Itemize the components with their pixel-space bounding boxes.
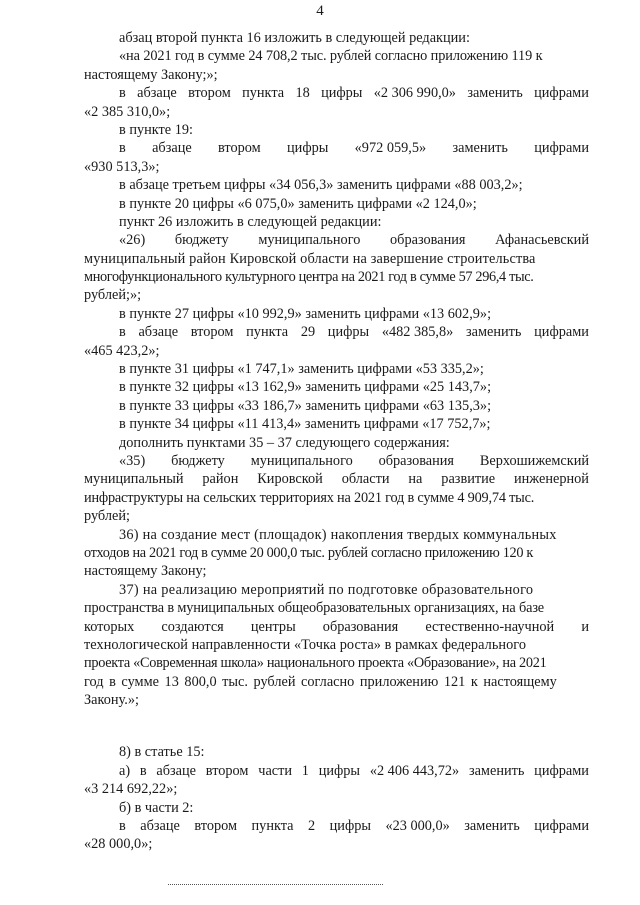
word: заменить bbox=[464, 818, 520, 835]
word: Кировской bbox=[257, 471, 323, 488]
text-line bbox=[84, 452, 589, 470]
word: «35) bbox=[119, 452, 146, 469]
word: втором bbox=[218, 140, 261, 157]
text-line: в пункте 34 цифры «11 413,4» заменить цифрами «17 752,7»; bbox=[119, 416, 491, 433]
text-line: в абзаце третьем цифры «34 056,3» заменить цифрами «88 003,2»; bbox=[119, 177, 523, 194]
text-line: 8) в статье 15: bbox=[119, 744, 205, 761]
word: цифры bbox=[329, 818, 371, 835]
word: «482 385,8» bbox=[381, 324, 454, 341]
word: пункта bbox=[251, 818, 294, 835]
text-line: пространства в муниципальных общеобразовательных организациях, на базе bbox=[84, 600, 545, 617]
word: цифры bbox=[287, 140, 329, 157]
text-line: в пункте 19: bbox=[119, 121, 193, 138]
text-line: дополнить пунктами 35 – 37 следующего содержания: bbox=[119, 434, 450, 451]
word: а) bbox=[119, 762, 131, 779]
word: образования bbox=[390, 232, 466, 249]
text-line bbox=[84, 470, 589, 488]
document-body bbox=[84, 29, 589, 854]
word: цифры bbox=[318, 762, 361, 779]
word: на bbox=[408, 471, 423, 488]
word: абзаце bbox=[152, 140, 192, 157]
word: втором bbox=[190, 324, 234, 341]
text-line: в пункте 27 цифры «10 992,9» заменить цифрами «13 602,9»; bbox=[119, 305, 492, 322]
word: которых bbox=[84, 618, 135, 635]
word: и bbox=[581, 618, 589, 635]
text-line: проекта «Современная школа» национального проекта «Образование», на 2021 bbox=[84, 655, 547, 672]
word: инженерной bbox=[514, 471, 589, 488]
text-line: пункт 26 изложить в следующей редакции: bbox=[119, 213, 382, 230]
text-line: муниципальный район Кировской области на завершение строительства bbox=[84, 250, 536, 267]
word: в bbox=[119, 818, 126, 835]
paragraph-gap bbox=[84, 709, 589, 743]
text-line: технологической направленности «Точка роста» в рамках федерального bbox=[84, 636, 527, 653]
word: «2 406 443,72» bbox=[369, 762, 460, 779]
text-line bbox=[84, 323, 589, 341]
page-number: 4 bbox=[316, 3, 324, 19]
text-line: настоящему Закону;»; bbox=[84, 66, 218, 83]
text-line: б) в части 2: bbox=[119, 799, 194, 816]
word: части bbox=[258, 762, 293, 779]
word: абзаце bbox=[138, 324, 179, 341]
text-line: «465 423,2»; bbox=[84, 342, 160, 359]
word: муниципального bbox=[250, 452, 353, 469]
word: цифрами bbox=[534, 818, 589, 835]
word: заменить bbox=[465, 324, 522, 341]
text-line: в пункте 33 цифры «33 186,7» заменить цифрами «63 135,3»; bbox=[119, 397, 492, 414]
word: области bbox=[341, 471, 390, 488]
text-line: «3 214 692,22»; bbox=[84, 781, 178, 798]
word: цифрами bbox=[534, 762, 589, 779]
word: «23 000,0» bbox=[385, 818, 450, 835]
text-line: отходов на 2021 год в сумме 20 000,0 тыс. рублей согласно приложению 120 к bbox=[84, 544, 533, 561]
word: в bbox=[139, 762, 147, 779]
text-line: в пункте 20 цифры «6 075,0» заменить цифрами «2 124,0»; bbox=[119, 195, 477, 212]
word: бюджету bbox=[174, 232, 229, 249]
text-line: «на 2021 год в сумме 24 708,2 тыс. рублей согласно приложению 119 к bbox=[119, 48, 543, 65]
word: развитие bbox=[441, 471, 496, 488]
word: абзаце bbox=[137, 85, 177, 102]
word: «26) bbox=[119, 232, 146, 249]
word: в bbox=[119, 324, 126, 341]
text-line: Закону.»; bbox=[84, 692, 139, 709]
text-line: год в сумме 13 800,0 тыс. рублей согласно приложению 121 к настоящему bbox=[84, 673, 557, 690]
word: в bbox=[119, 85, 126, 102]
text-line: инфраструктуры на сельских территориях на 2021 год в сумме 4 909,74 тыс. bbox=[84, 489, 535, 506]
word: 2 bbox=[308, 818, 316, 835]
text-line: «2 385 310,0»; bbox=[84, 103, 171, 120]
text-line: 37) на реализацию мероприятий по подготовке образовательного bbox=[119, 581, 534, 598]
word: цифрами bbox=[534, 324, 589, 341]
word: муниципального bbox=[258, 232, 361, 249]
text-line: «28 000,0»; bbox=[84, 836, 153, 853]
word: абзаце bbox=[156, 762, 197, 779]
word: создаются bbox=[161, 618, 224, 635]
text-line bbox=[84, 139, 589, 157]
word: цифрами bbox=[534, 85, 589, 102]
word: втором bbox=[194, 818, 238, 835]
text-line bbox=[84, 762, 589, 780]
text-line: настоящему Закону; bbox=[84, 563, 207, 580]
text-line: в пункте 32 цифры «13 162,9» заменить цифрами «25 143,7»; bbox=[119, 379, 492, 396]
word: естественно-научной bbox=[425, 618, 555, 635]
text-line bbox=[84, 84, 589, 102]
word: заменить bbox=[452, 140, 508, 157]
text-line: рублей;»; bbox=[84, 287, 142, 304]
word: абзаце bbox=[140, 818, 180, 835]
word: пункта bbox=[242, 85, 285, 102]
word: образования bbox=[378, 452, 455, 469]
scan-artifact bbox=[168, 884, 383, 888]
word: 1 bbox=[301, 762, 309, 779]
word: бюджету bbox=[171, 452, 225, 469]
word: муниципальный bbox=[84, 471, 184, 488]
word: 18 bbox=[295, 85, 310, 102]
word: заменить bbox=[467, 85, 523, 102]
text-line: абзац второй пункта 16 изложить в следующей редакции: bbox=[119, 30, 470, 46]
word: «2 306 990,0» bbox=[373, 85, 456, 102]
text-line bbox=[84, 231, 589, 249]
word: цифры bbox=[327, 324, 370, 341]
word: район bbox=[202, 471, 239, 488]
word: Верхошижемский bbox=[479, 452, 589, 469]
text-line bbox=[84, 618, 589, 636]
word: 29 bbox=[300, 324, 316, 341]
word: втором bbox=[205, 762, 249, 779]
word: Афанасьевский bbox=[495, 232, 589, 249]
word: цифрами bbox=[534, 140, 589, 157]
text-line: в пункте 31 цифры «1 747,1» заменить цифрами «53 335,2»; bbox=[119, 361, 484, 378]
text-line: рублей; bbox=[84, 508, 130, 525]
word: центры bbox=[250, 618, 296, 635]
word: цифры bbox=[321, 85, 363, 102]
word: втором bbox=[188, 85, 231, 102]
text-line bbox=[84, 817, 589, 835]
text-line: многофункционального культурного центра на 2021 год в сумме 57 296,4 тыс. bbox=[84, 269, 534, 286]
word: заменить bbox=[468, 762, 525, 779]
word: в bbox=[119, 140, 126, 157]
word: «972 059,5» bbox=[354, 140, 427, 157]
text-line: 36) на создание мест (площадок) накопления твердых коммунальных bbox=[119, 526, 557, 543]
word: образования bbox=[322, 618, 399, 635]
text-line: «930 513,3»; bbox=[84, 158, 160, 175]
word: пункта bbox=[246, 324, 289, 341]
